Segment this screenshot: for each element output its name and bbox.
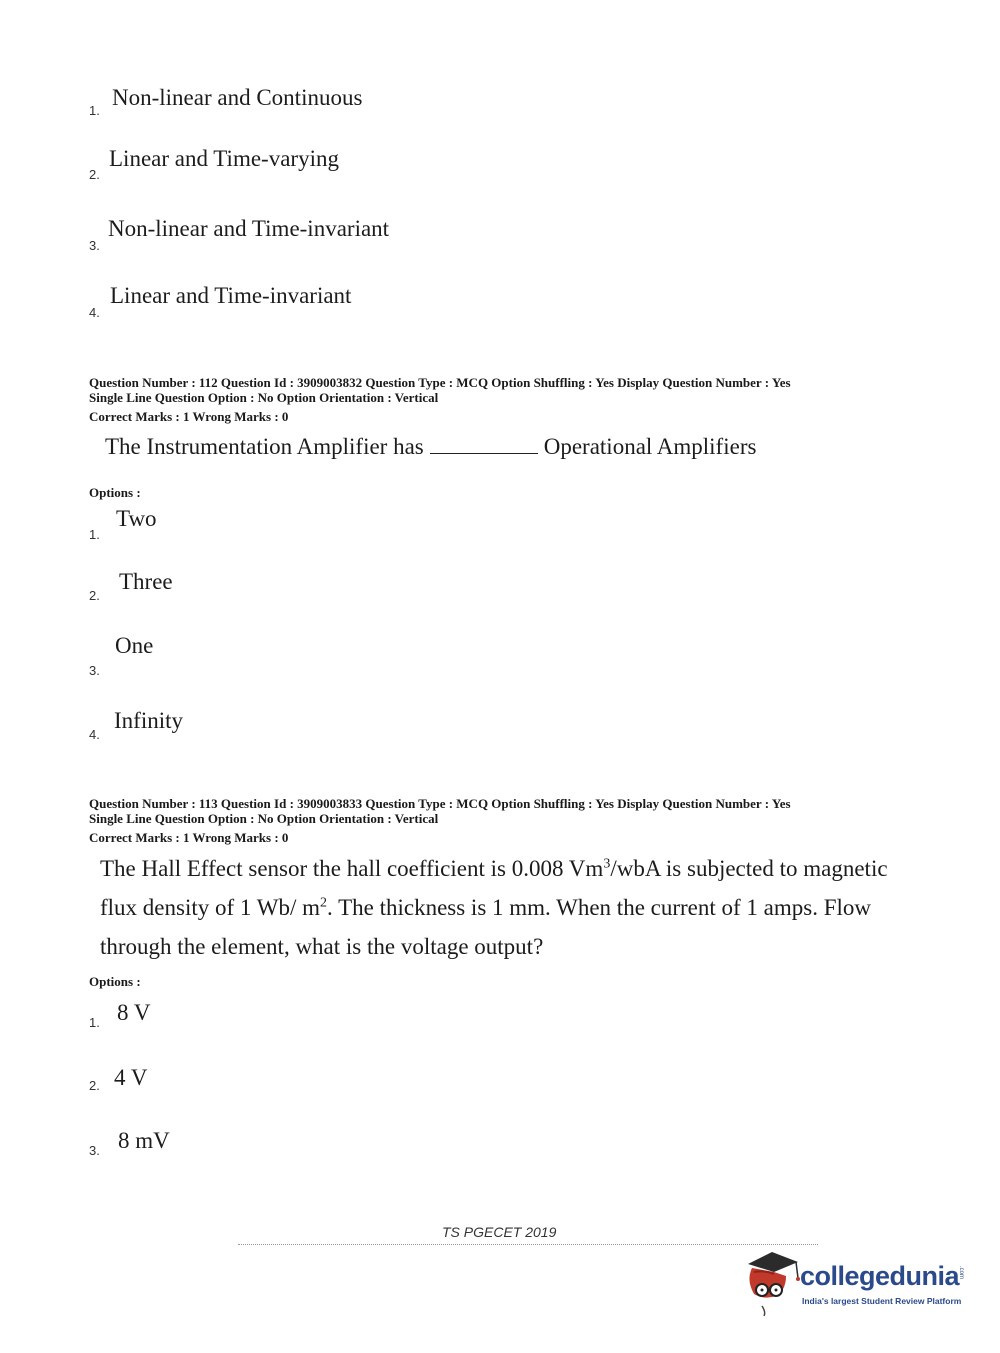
- option-text: Non-linear and Continuous: [112, 85, 363, 110]
- question-meta: [89, 796, 791, 826]
- question-marks: Correct Marks : 1 Wrong Marks : 0: [89, 830, 289, 845]
- question-meta-line-1: Question Number : 112 Question Id : 3909003832 Question Type : MCQ Option Shuffling : Yes Display Question Number : Yes: [89, 375, 791, 390]
- superscript: 2: [319, 895, 327, 911]
- options-label: Options :: [89, 485, 141, 500]
- superscript: 3: [603, 856, 611, 872]
- option-number: 1.: [89, 1015, 100, 1030]
- question-marks: Correct Marks : 1 Wrong Marks : 0: [89, 409, 289, 424]
- question-text-part: /wbA is subjected to magnetic: [610, 856, 888, 881]
- option-number: 1.: [89, 103, 100, 118]
- logo-com: .com: [958, 1266, 964, 1280]
- option-text: Linear and Time-varying: [109, 146, 339, 171]
- question-meta: [89, 375, 791, 405]
- footer-divider: [238, 1244, 818, 1245]
- option-number: 4.: [89, 305, 100, 320]
- question-text-line-1: [100, 856, 888, 882]
- logo-wordmark: collegedunia: [800, 1261, 960, 1291]
- question-meta-line-2: Single Line Question Option : No Option Orientation : Vertical: [89, 811, 439, 826]
- answer-blank: [430, 433, 538, 454]
- option-number: 2.: [89, 588, 100, 603]
- option-number: 3.: [89, 238, 100, 253]
- option-number: 3.: [89, 663, 100, 678]
- question-text-line-2: [100, 895, 871, 921]
- question-meta-line-2: Single Line Question Option : No Option Orientation : Vertical: [89, 390, 439, 405]
- mascot-icon: [742, 1246, 802, 1316]
- option-number: 4.: [89, 727, 100, 742]
- question-text: [105, 433, 756, 460]
- footer-exam-title: TS PGECET 2019: [442, 1224, 557, 1240]
- option-number: 3.: [89, 1143, 100, 1158]
- question-meta-line-1: Question Number : 113 Question Id : 3909003833 Question Type : MCQ Option Shuffling : Yes Display Question Number : Yes: [89, 796, 791, 811]
- question-text-before: The Instrumentation Amplifier has: [105, 434, 424, 459]
- option-text: 8 V: [117, 1000, 151, 1025]
- option-text: 4 V: [114, 1065, 148, 1090]
- question-text-part: flux density of 1 Wb/ m: [100, 895, 320, 920]
- question-text-part: . The thickness is 1 mm. When the current of 1 amps. Flow: [326, 895, 872, 920]
- option-text: 8 mV: [118, 1128, 170, 1153]
- question-text-line-3: through the element, what is the voltage output?: [100, 934, 544, 959]
- option-text: Three: [119, 569, 173, 594]
- option-number: 2.: [89, 1078, 100, 1093]
- collegedunia-logo: [742, 1246, 972, 1316]
- option-text: Two: [116, 506, 157, 531]
- logo-tagline: India's largest Student Review Platform: [802, 1296, 962, 1306]
- option-number: 1.: [89, 527, 100, 542]
- option-text: Infinity: [114, 708, 183, 733]
- question-text-part: The Hall Effect sensor the hall coefficient is 0.008 Vm: [100, 856, 604, 881]
- option-number: 2.: [89, 167, 100, 182]
- option-text: Non-linear and Time-invariant: [108, 216, 390, 241]
- options-label: Options :: [89, 974, 141, 989]
- question-text-after: Operational Amplifiers: [543, 434, 757, 459]
- option-text: Linear and Time-invariant: [110, 283, 352, 308]
- option-text: One: [115, 633, 154, 658]
